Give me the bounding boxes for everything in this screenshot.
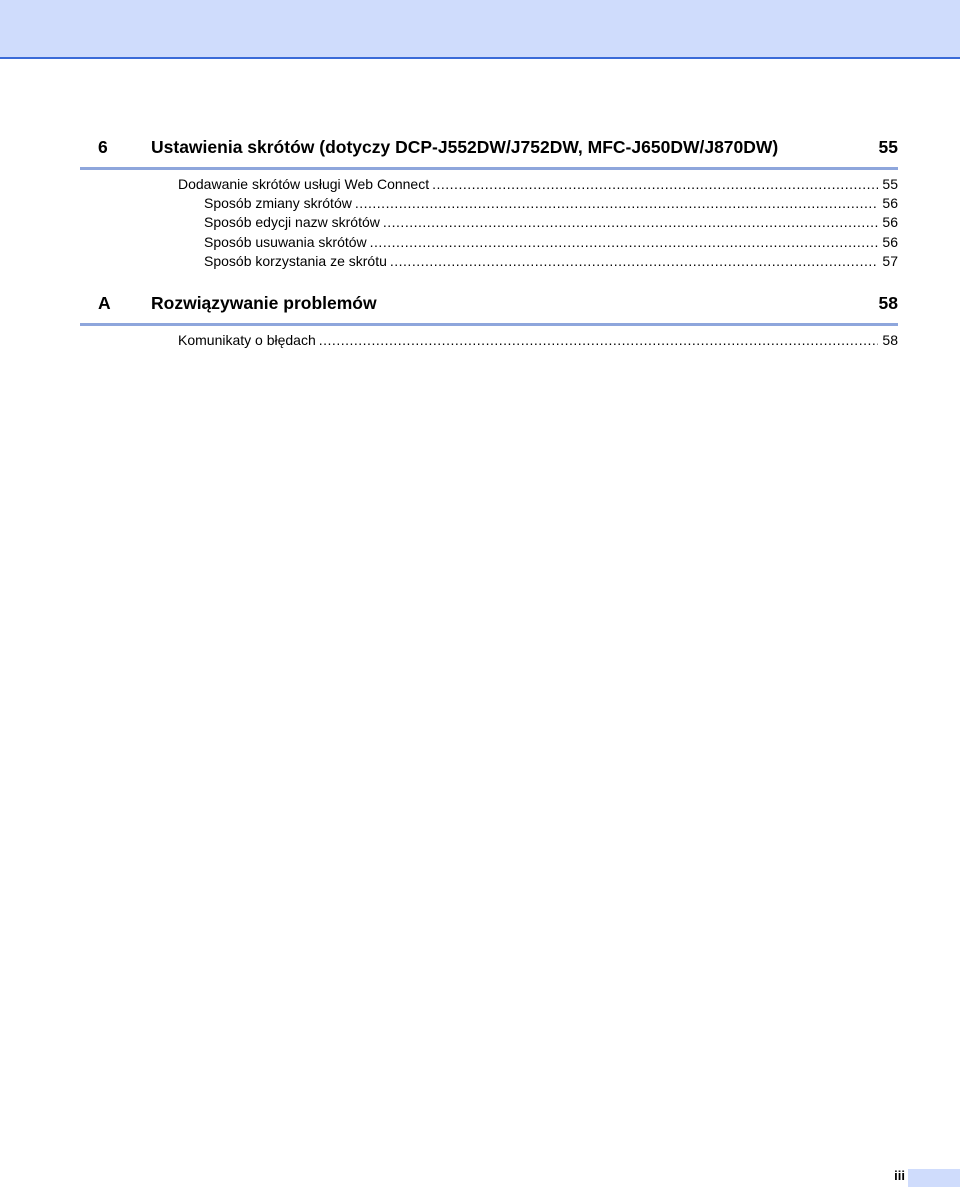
chapter-number: 6 (98, 137, 108, 157)
toc-entry-title: Sposób korzystania ze skrótu (204, 252, 387, 269)
toc-entry-title: Sposób usuwania skrótów (204, 233, 367, 250)
toc-entry[interactable] (80, 175, 898, 194)
toc-entry-title: Dodawanie skrótów usługi Web Connect (178, 176, 430, 192)
toc-entry-page: 57 (882, 252, 898, 269)
toc-entry-title: Sposób zmiany skrótów (204, 195, 352, 212)
toc-entry-title: Komunikaty o błędach (178, 331, 316, 348)
chapter-title: Ustawienia skrótów (dotyczy DCP-J552DW/J752DW, MFC-J650DW/J870DW) (151, 137, 779, 157)
table-of-contents (80, 137, 898, 350)
toc-entry[interactable] (80, 213, 898, 232)
dot-leader (355, 194, 879, 213)
toc-entry[interactable] (80, 252, 898, 271)
header-band (0, 0, 960, 59)
dot-leader (370, 233, 879, 252)
dot-leader (432, 175, 878, 194)
toc-entry[interactable] (80, 233, 898, 252)
chapter-page: 58 (878, 292, 898, 313)
footer-tab (908, 1169, 960, 1187)
toc-entry[interactable] (80, 194, 898, 213)
dot-leader (390, 252, 879, 271)
toc-entry-page: 55 (882, 176, 898, 192)
section-spacer (80, 271, 898, 293)
page-number: iii (894, 1168, 905, 1183)
toc-entry-page: 56 (882, 195, 898, 212)
toc-entry-page: 56 (882, 233, 898, 250)
toc-entry-page: 56 (882, 214, 898, 231)
chapter-page: 55 (878, 137, 898, 157)
toc-chapter-heading[interactable] (80, 293, 898, 326)
chapter-title: Rozwiązywanie problemów (151, 292, 377, 313)
dot-leader (383, 213, 879, 232)
chapter-number: A (98, 292, 111, 313)
toc-entry-page: 58 (882, 331, 898, 348)
toc-chapter-heading[interactable] (80, 137, 898, 170)
toc-entries (80, 326, 898, 350)
toc-entries (80, 170, 898, 271)
toc-entry-title: Sposób edycji nazw skrótów (204, 214, 380, 231)
toc-entry[interactable] (80, 331, 898, 350)
dot-leader (319, 331, 879, 350)
